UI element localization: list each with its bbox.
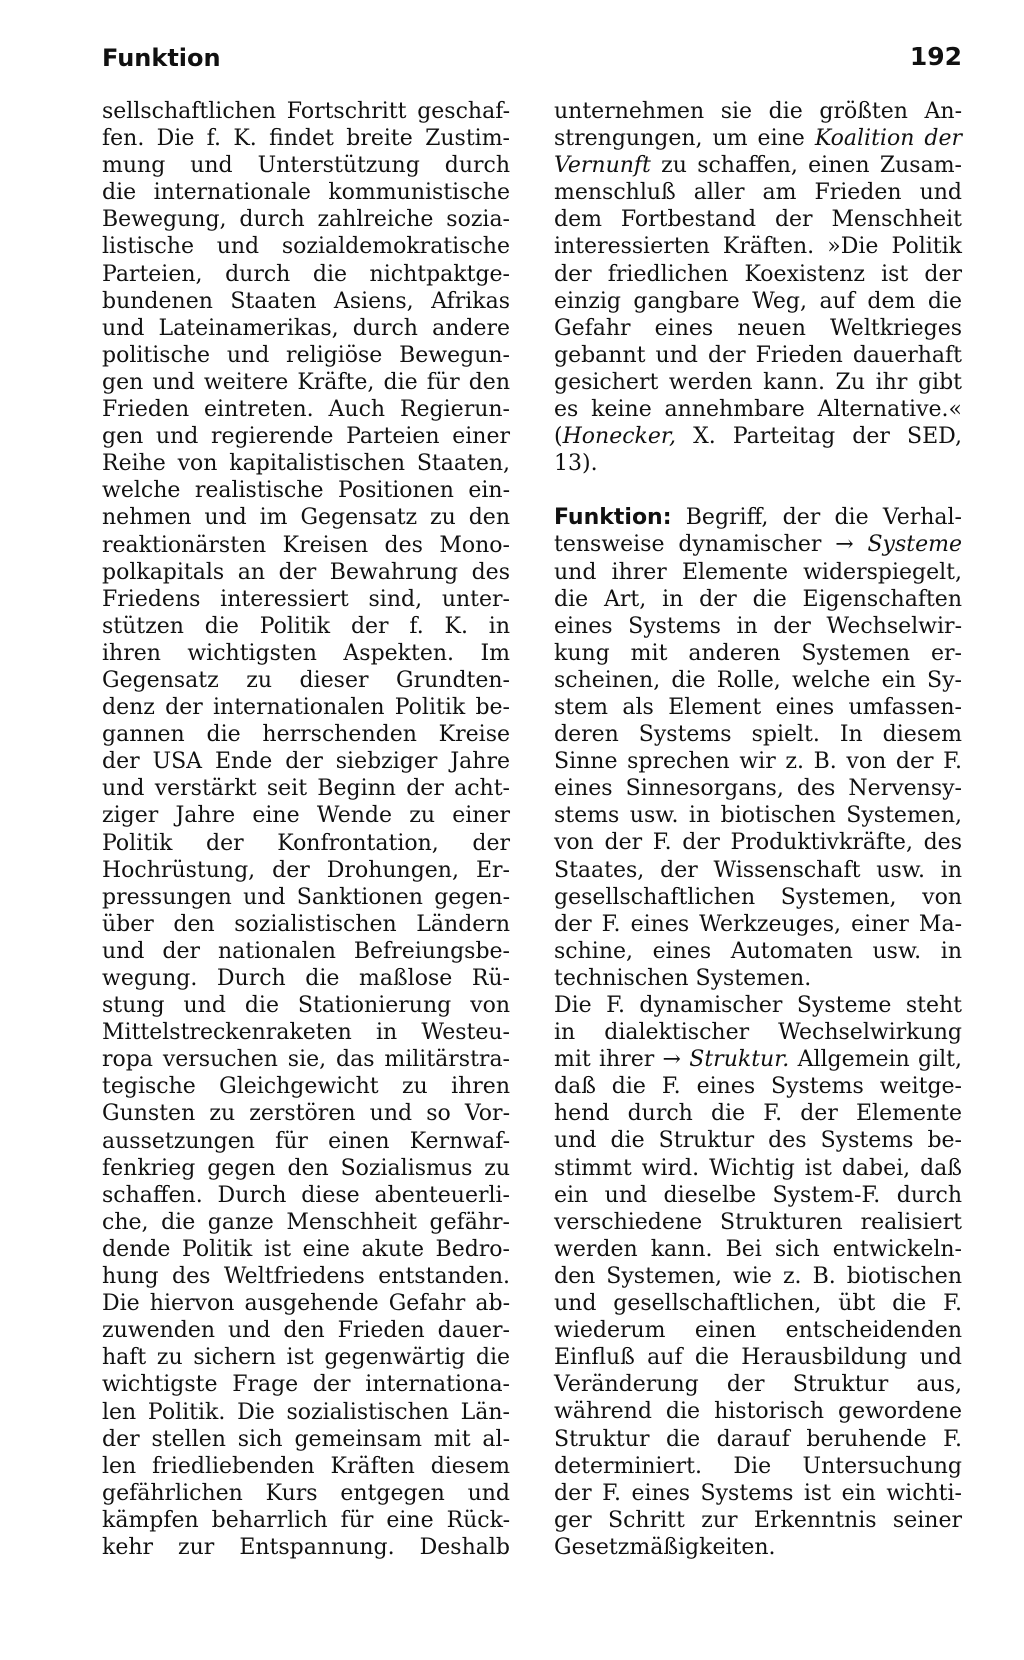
text-line: Veränderung der Struktur aus, [554,1372,962,1398]
text-line: eines Systems in der Wechselwir- [554,613,962,639]
text-line: und verstärkt seit Beginn der acht- [102,776,510,802]
text-line: deren Systems spielt. In diesem [554,722,962,748]
cross-reference-link[interactable]: Systeme [867,532,962,558]
text-line: nehmen und im Gegensatz zu den [102,505,510,531]
text-line: einzig gangbare Weg, auf dem die [554,288,962,314]
text-line: Parteien, durch die nichtpaktge- [102,261,510,287]
text-line: schaffen. Durch diese abenteuerli- [102,1182,510,1208]
text-run: zu schaffen, einen Zusam- [650,153,962,179]
text-line: gannen die herrschenden Kreise [102,722,510,748]
text-line: kehr zur Entspannung. Deshalb [102,1534,510,1560]
text-line: dende Politik ist eine akute Bedro- [102,1236,510,1262]
text-line: werden kann. Bei sich entwickeln- [554,1236,962,1262]
text-line: haft zu sichern ist gegenwärtig die [102,1345,510,1371]
running-head: Funktion [102,44,221,72]
text-line: scheinen, die Rolle, welche ein Sy- [554,667,962,693]
text-line: Politik der Konfrontation, der [102,830,510,856]
text-line: Frieden eintreten. Auch Regierun- [102,397,510,423]
text-line: wegung. Durch die maßlose Rü- [102,966,510,991]
text-line: sellschaftlichen Fortschritt geschaf- [102,99,510,124]
text-line: gebannt und der Frieden dauerhaft [554,342,962,368]
text-line: mung und Unterstützung durch [102,153,510,179]
text-line: stung und die Stationierung von [102,993,510,1019]
left-column [102,98,510,1561]
text-line: denz der internationalen Politik be- [102,695,510,721]
text-run: Begriff, der die Verhal- [671,505,962,531]
text-line: gen und regierende Parteien einer [102,424,510,450]
text-line: ihren wichtigsten Aspekten. Im [102,640,510,666]
text-line: reaktionärsten Kreisen des Mono- [102,532,510,558]
text-line: Hochrüstung, der Drohungen, Er- [102,857,510,883]
text-line [554,531,962,558]
text-run: mit ihrer → [554,1047,690,1073]
text-line: hung des Weltfriedens entstanden. [102,1264,510,1290]
text-line: von der F. der Produktivkräfte, des [554,830,962,856]
text-line: über den sozialistischen Ländern [102,911,510,937]
text-line: eines Sinnesorgans, des Nervensy- [554,776,962,802]
text-line: Struktur die darauf beruhende F. [554,1426,962,1452]
text-line: und die Struktur des Systems be- [554,1128,962,1154]
text-line [554,1046,962,1073]
text-line: fenkrieg gegen den Sozialismus zu [102,1155,510,1181]
text-line: hend durch die F. der Elemente [554,1101,962,1127]
text-line: Gesetzmäßigkeiten. [554,1534,776,1560]
text-line: technischen Systemen. [554,965,812,991]
text-line [554,125,962,152]
text-line: Staates, der Wissenschaft usw. in [554,857,962,883]
text-line: welche realistische Positionen ein- [102,478,510,504]
text-line: Mittelstreckenraketen in Westeu- [102,1020,510,1046]
text-line: determiniert. Die Untersuchung [554,1453,962,1479]
text-line: der F. eines Systems ist ein wichti- [554,1480,962,1506]
text-line: und ihrer Elemente widerspiegelt, [554,559,962,585]
italic-term: Vernunft [554,153,651,179]
text-line: daß die F. eines Systems weitge- [554,1074,962,1100]
text-line: zuwenden und den Frieden dauer- [102,1318,510,1344]
text-line: politische und religiöse Bewegun- [102,342,510,368]
text-line: gefährlichen Kurs entgegen und [102,1480,510,1506]
text-line: fen. Die f. K. findet breite Zustim- [102,126,510,152]
text-line: der friedlichen Koexistenz ist der [554,261,962,287]
text-line: Reihe von kapitalistischen Staaten, [102,451,510,477]
text-line: kämpfen beharrlich für eine Rück- [102,1507,510,1533]
right-column [554,98,962,1561]
text-line: ger Schritt zur Erkenntnis seiner [554,1507,962,1533]
entry-lemma: Funktion: [554,505,672,531]
text-line: pressungen und Sanktionen gegen- [102,884,510,910]
text-line: in dialektischer Wechselwirkung [554,1020,962,1046]
text-line: schine, eines Automaten usw. in [554,938,962,964]
text-line: kung mit anderen Systemen er- [554,640,962,666]
text-line [554,152,962,179]
text-line: gen und weitere Kräfte, die für den [102,369,510,395]
text-line: und Lateinamerikas, durch andere [102,315,510,341]
cross-reference-link[interactable]: Struktur. [689,1047,790,1073]
text-line: stems usw. in biotischen Systemen, [554,803,962,829]
text-line [554,423,962,450]
text-line: wiederum einen entscheidenden [554,1318,962,1344]
text-line: gesellschaftlichen Systemen, von [554,884,962,910]
text-line: len Politik. Die sozialistischen Län- [102,1399,510,1425]
text-line: listische und sozialdemokratische [102,234,510,260]
text-line: Gegensatz zu dieser Grundten- [102,667,510,693]
text-line: der USA Ende der siebziger Jahre [102,749,510,775]
text-line: bundenen Staaten Asiens, Afrikas [102,288,510,314]
text-line: es keine annehmbare Alternative.« [554,397,962,423]
text-line: polkapitals an der Bewahrung des [102,559,510,585]
entry-first-line [554,504,962,531]
text-run: tensweise dynamischer → [554,532,868,558]
text-line: 13). [554,451,598,477]
text-line: Einfluß auf die Herausbildung und [554,1345,962,1371]
text-line: Friedens interessiert sind, unter- [102,586,510,612]
text-line: verschiedene Strukturen realisiert [554,1209,962,1235]
text-line: dem Fortbestand der Menschheit [554,207,962,233]
text-line: gesichert werden kann. Zu ihr gibt [554,369,962,395]
text-line: Die hiervon ausgehende Gefahr ab- [102,1291,510,1317]
text-line: Gefahr eines neuen Weltkrieges [554,315,962,341]
text-line: stimmt wird. Wichtig ist dabei, daß [554,1155,962,1181]
text-line: Gunsten zu zerstören und so Vor- [102,1101,510,1127]
text-line: interessierten Kräften. »Die Politik [554,234,962,260]
text-line: che, die ganze Menschheit gefähr- [102,1209,510,1235]
text-line: während die historisch gewordene [554,1399,962,1425]
text-line: die internationale kommunistische [102,180,510,206]
italic-term: Koalition der [814,126,963,152]
page-number: 192 [909,42,962,71]
text-run: X. Parteitag der SED, [675,424,962,450]
text-run: Allgemein gilt, [789,1047,962,1073]
text-line: der F. eines Werkzeuges, einer Ma- [554,911,962,937]
text-line: ziger Jahre eine Wende zu einer [102,803,510,829]
text-line: len friedliebenden Kräften diesem [102,1453,510,1479]
text-line: wichtigste Frage der internationa- [102,1372,510,1398]
text-line: stützen die Politik der f. K. in [102,613,510,639]
text-line: Die F. dynamischer Systeme steht [554,993,962,1018]
text-line: der stellen sich gemeinsam mit al- [102,1426,510,1452]
italic-term: Honecker, [562,424,676,450]
text-line: ropa versuchen sie, das militärstra- [102,1047,510,1073]
text-line: ein und dieselbe System-F. durch [554,1182,962,1208]
text-line: unternehmen sie die größten An- [554,99,962,124]
text-line: und der nationalen Befreiungsbe- [102,938,510,964]
text-line: die Art, in der die Eigenschaften [554,586,962,612]
text-line: tegische Gleichgewicht zu ihren [102,1074,510,1100]
text-line: Bewegung, durch zahlreiche sozia- [102,207,510,233]
text-run: strengungen, um eine [554,126,815,152]
text-line: stem als Element eines umfassen- [554,694,962,720]
text-line: und gesellschaftlichen, übt die F. [554,1291,962,1317]
text-line: Sinne sprechen wir z. B. von der F. [554,749,962,775]
text-line: aussetzungen für einen Kernwaf- [102,1128,510,1154]
text-run: ( [554,424,563,450]
text-line: den Systemen, wie z. B. biotischen [554,1263,962,1289]
text-line: menschluß aller am Frieden und [554,180,962,206]
entry-spacer [554,477,962,504]
